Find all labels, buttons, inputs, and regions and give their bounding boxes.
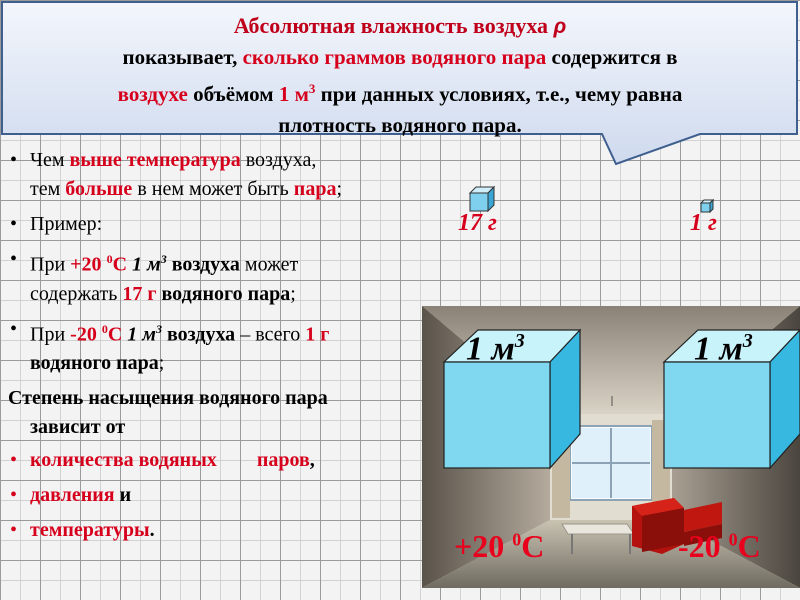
cube-warm-volume-label xyxy=(466,330,525,368)
temperature-warm-label xyxy=(454,528,544,565)
callout-line-3 xyxy=(10,73,790,110)
sup: 0 xyxy=(101,321,108,336)
bullet-dot-icon: • xyxy=(10,213,18,235)
text: – всего xyxy=(235,323,306,346)
bullet-dot-icon: • xyxy=(10,248,18,270)
quantity-17g: 17 г xyxy=(458,210,497,236)
temp-unit: С xyxy=(521,528,545,564)
text: 1 м xyxy=(122,323,156,346)
cube-label-sup: 3 xyxy=(742,330,753,352)
text: ; xyxy=(158,352,165,375)
text: водяного пара xyxy=(30,352,159,375)
text: в нем может быть xyxy=(132,178,294,200)
temperature-cold-label xyxy=(678,528,761,565)
callout-highlight: воздухе xyxy=(117,82,188,106)
highlight: -20 xyxy=(70,323,102,346)
bullet-item xyxy=(8,245,448,309)
text: содержать xyxy=(30,282,123,305)
highlight: давления xyxy=(30,484,115,507)
callout-text-part: объёмом xyxy=(187,82,279,106)
text: Пример: xyxy=(30,213,103,235)
heading-text: Степень насыщения водяного пара xyxy=(8,387,328,410)
text: ; xyxy=(290,282,296,305)
highlight: 1 г xyxy=(305,323,330,346)
text: может xyxy=(239,253,299,276)
temp-sup: 0 xyxy=(512,529,522,550)
bullet-item xyxy=(8,481,448,510)
bullet-item xyxy=(8,210,448,239)
definition-callout xyxy=(0,0,800,170)
highlight: выше температура xyxy=(69,149,241,171)
text: и xyxy=(114,484,132,507)
callout-text-part: при данных условиях, т.е., чему равна xyxy=(315,82,683,106)
sup: 3 xyxy=(155,321,162,336)
bullet-item xyxy=(8,446,448,475)
bullet-list xyxy=(8,146,448,551)
sup: 3 xyxy=(160,252,167,266)
callout-line-2 xyxy=(10,42,790,73)
highlight: больше xyxy=(65,178,133,200)
bullet-dot-icon: • xyxy=(10,519,18,542)
text: воздуха xyxy=(166,253,240,276)
text: При xyxy=(30,323,71,346)
temp-text: -20 xyxy=(678,528,729,564)
callout-line-4: плотность водяного пара. xyxy=(278,113,522,137)
highlight: С xyxy=(112,253,128,276)
highlight: паров xyxy=(256,449,310,472)
bullet-dot-icon: • xyxy=(10,149,18,171)
bullet-dot-icon: • xyxy=(10,484,18,507)
callout-title: Абсолютная влажность воздуха xyxy=(233,13,554,38)
text: тем xyxy=(30,178,66,200)
rho-symbol: ρ xyxy=(553,15,567,38)
highlight: пара xyxy=(293,178,337,200)
callout-text-part: содержится в xyxy=(546,45,678,69)
temp-text: +20 xyxy=(454,528,513,564)
highlight: температуры xyxy=(30,519,150,542)
text: Чем xyxy=(30,149,70,171)
bullet-item xyxy=(8,516,448,545)
text: ; xyxy=(336,178,343,200)
callout-highlight: сколько граммов водяного пара xyxy=(242,45,547,69)
text: водяного пара xyxy=(156,282,291,305)
highlight: +20 xyxy=(70,253,107,276)
text: 1 м xyxy=(127,253,161,276)
cube-label-text: 1 м xyxy=(466,330,515,368)
text: , xyxy=(309,449,315,472)
text: При xyxy=(30,253,71,276)
bullet-dot-icon: • xyxy=(10,449,18,472)
section-heading xyxy=(8,384,448,442)
callout-line-1 xyxy=(10,10,790,42)
quantity-1g: 1 г xyxy=(690,210,717,236)
callout-highlight: 1 м xyxy=(278,82,309,106)
cube-label-sup: 3 xyxy=(514,330,525,352)
bullet-dot-icon: • xyxy=(10,317,18,340)
text: . xyxy=(149,519,155,542)
highlight: С xyxy=(107,323,123,346)
highlight: 17 г xyxy=(122,282,157,305)
room-illustration xyxy=(422,306,800,588)
callout-sup: 3 xyxy=(308,81,316,96)
highlight: количества водяных xyxy=(30,449,217,472)
sup: 0 xyxy=(106,252,113,266)
bullet-item xyxy=(8,146,448,204)
cube-label-text: 1 м xyxy=(694,330,743,368)
bullet-item xyxy=(8,315,448,379)
text: воздуха, xyxy=(240,149,317,171)
text: воздуха xyxy=(161,323,236,346)
cube-cold-volume-label xyxy=(694,330,753,368)
temp-sup: 0 xyxy=(728,529,738,550)
callout-text-part: показывает, xyxy=(122,45,243,69)
heading-text: зависит от xyxy=(30,416,126,439)
temp-unit: С xyxy=(737,528,761,564)
